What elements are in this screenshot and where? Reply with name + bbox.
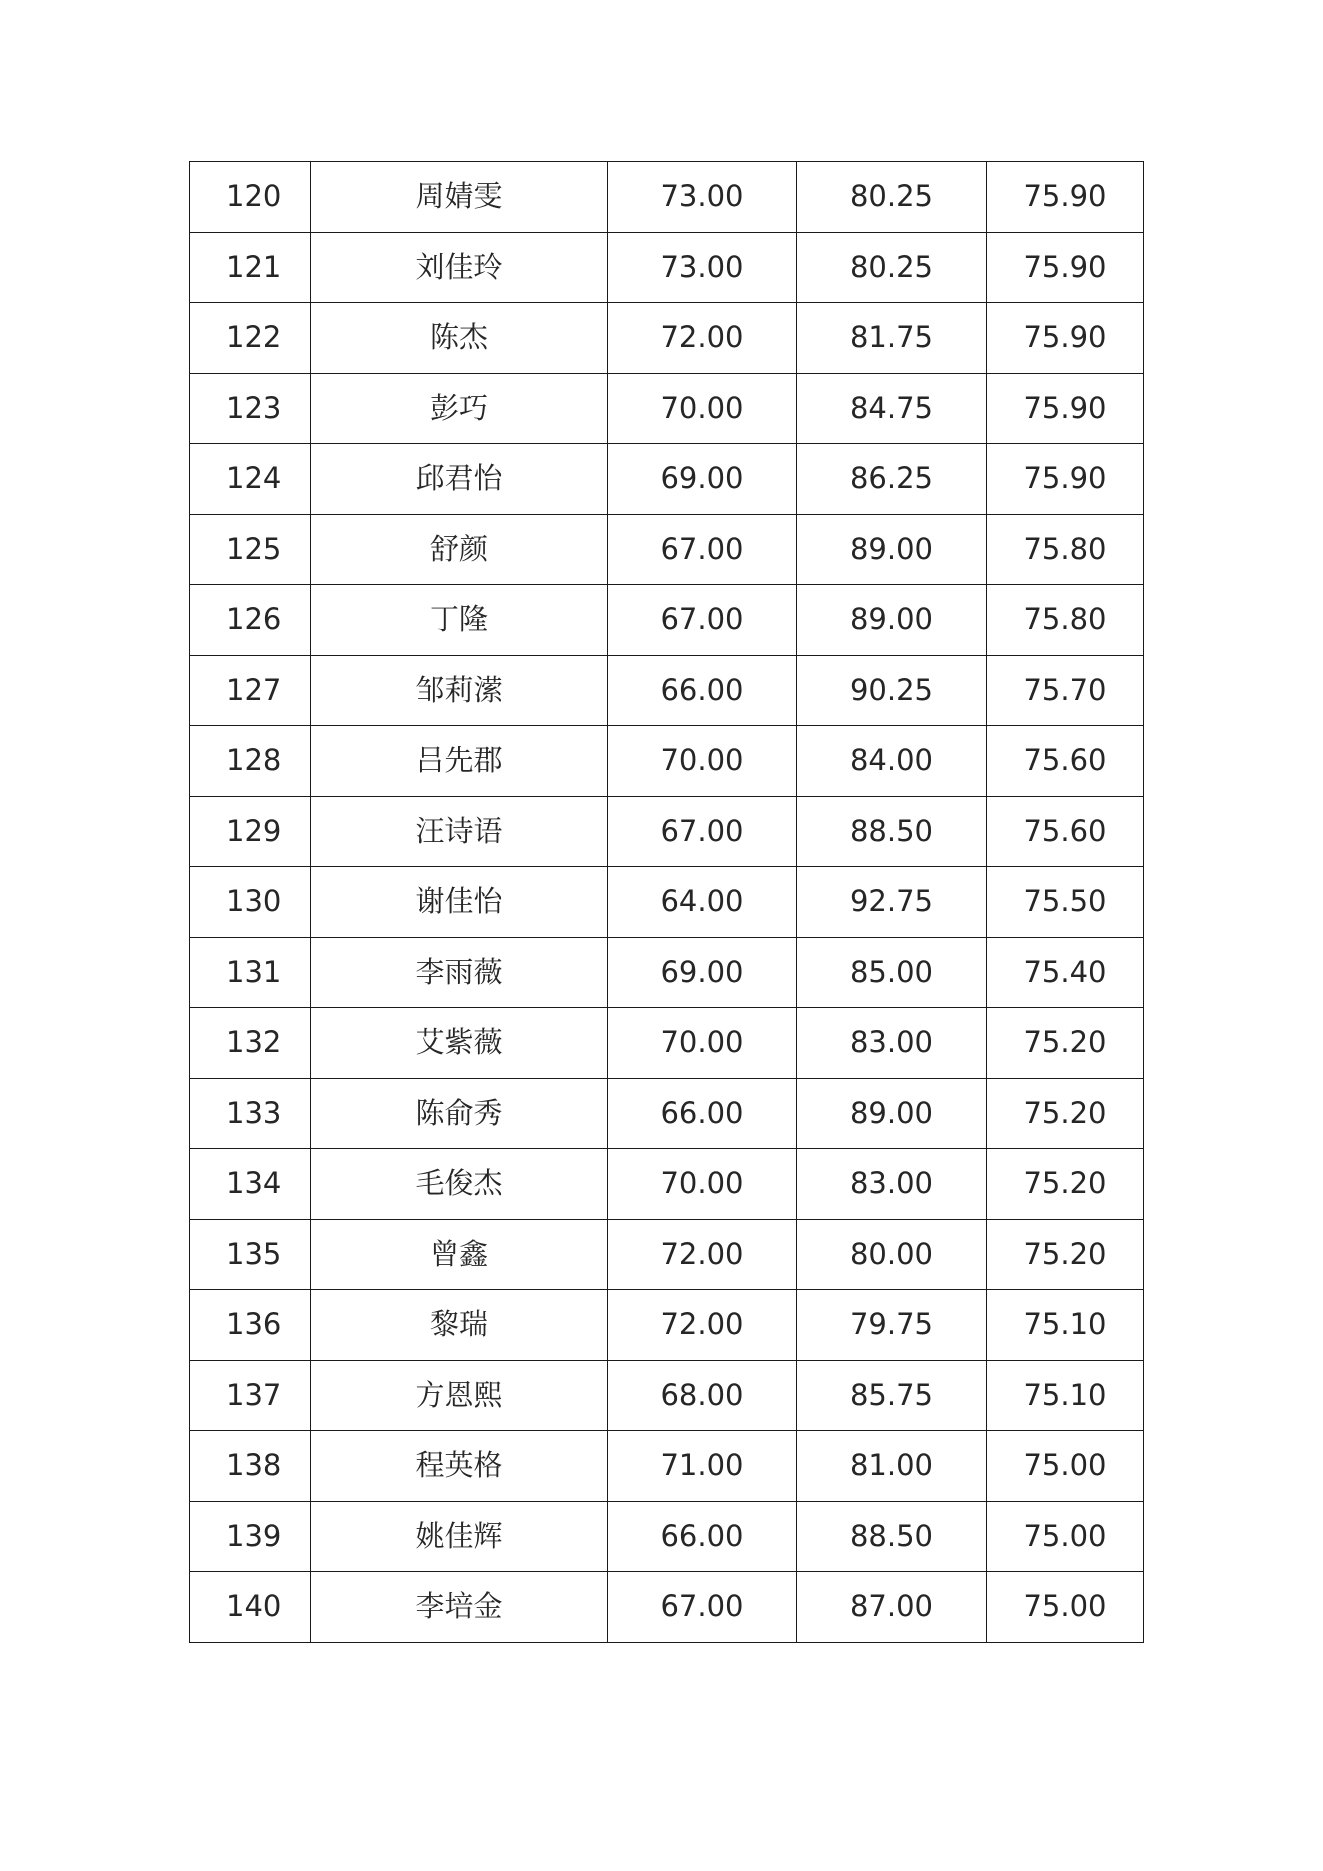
table-row (190, 1501, 1144, 1572)
score-1-cell: 64.00 (608, 867, 797, 938)
total-score-cell: 75.60 (987, 796, 1144, 867)
row-number-cell: 135 (190, 1219, 311, 1290)
score-table-body (190, 162, 1144, 1643)
row-number-cell: 133 (190, 1078, 311, 1149)
score-2-cell: 88.50 (797, 796, 987, 867)
score-2-cell: 84.75 (797, 373, 987, 444)
row-number-cell: 120 (190, 162, 311, 233)
table-row (190, 1078, 1144, 1149)
score-1-cell: 70.00 (608, 1008, 797, 1079)
score-1-cell: 67.00 (608, 585, 797, 656)
table-row (190, 1008, 1144, 1079)
row-number-cell: 126 (190, 585, 311, 656)
score-1-cell: 67.00 (608, 1572, 797, 1643)
score-2-cell: 90.25 (797, 655, 987, 726)
row-number-cell: 138 (190, 1431, 311, 1502)
total-score-cell: 75.80 (987, 514, 1144, 585)
table-row (190, 655, 1144, 726)
table-row (190, 585, 1144, 656)
candidate-name-cell: 谢佳怡 (311, 867, 608, 938)
score-2-cell: 80.25 (797, 232, 987, 303)
total-score-cell: 75.90 (987, 232, 1144, 303)
score-1-cell: 66.00 (608, 1501, 797, 1572)
score-1-cell: 69.00 (608, 937, 797, 1008)
score-1-cell: 66.00 (608, 655, 797, 726)
score-2-cell: 85.00 (797, 937, 987, 1008)
candidate-name-cell: 汪诗语 (311, 796, 608, 867)
table-row (190, 867, 1144, 938)
score-2-cell: 88.50 (797, 1501, 987, 1572)
score-2-cell: 85.75 (797, 1360, 987, 1431)
row-number-cell: 129 (190, 796, 311, 867)
score-2-cell: 83.00 (797, 1149, 987, 1220)
row-number-cell: 131 (190, 937, 311, 1008)
table-row (190, 937, 1144, 1008)
table-row (190, 1360, 1144, 1431)
candidate-name-cell: 程英格 (311, 1431, 608, 1502)
row-number-cell: 132 (190, 1008, 311, 1079)
table-row (190, 162, 1144, 233)
row-number-cell: 127 (190, 655, 311, 726)
score-2-cell: 80.25 (797, 162, 987, 233)
candidate-name-cell: 邱君怡 (311, 444, 608, 515)
row-number-cell: 123 (190, 373, 311, 444)
score-1-cell: 72.00 (608, 1290, 797, 1361)
table-row (190, 1290, 1144, 1361)
score-2-cell: 87.00 (797, 1572, 987, 1643)
total-score-cell: 75.20 (987, 1219, 1144, 1290)
total-score-cell: 75.70 (987, 655, 1144, 726)
total-score-cell: 75.90 (987, 162, 1144, 233)
row-number-cell: 125 (190, 514, 311, 585)
candidate-name-cell: 邹莉潆 (311, 655, 608, 726)
total-score-cell: 75.90 (987, 444, 1144, 515)
score-2-cell: 84.00 (797, 726, 987, 797)
score-1-cell: 70.00 (608, 1149, 797, 1220)
total-score-cell: 75.80 (987, 585, 1144, 656)
total-score-cell: 75.50 (987, 867, 1144, 938)
score-2-cell: 89.00 (797, 514, 987, 585)
candidate-name-cell: 舒颜 (311, 514, 608, 585)
score-2-cell: 86.25 (797, 444, 987, 515)
score-1-cell: 68.00 (608, 1360, 797, 1431)
row-number-cell: 137 (190, 1360, 311, 1431)
score-2-cell: 80.00 (797, 1219, 987, 1290)
score-1-cell: 67.00 (608, 796, 797, 867)
table-row (190, 796, 1144, 867)
score-1-cell: 70.00 (608, 726, 797, 797)
total-score-cell: 75.20 (987, 1149, 1144, 1220)
row-number-cell: 124 (190, 444, 311, 515)
total-score-cell: 75.40 (987, 937, 1144, 1008)
total-score-cell: 75.20 (987, 1078, 1144, 1149)
candidate-name-cell: 陈俞秀 (311, 1078, 608, 1149)
total-score-cell: 75.10 (987, 1360, 1144, 1431)
table-row (190, 1219, 1144, 1290)
candidate-name-cell: 曾鑫 (311, 1219, 608, 1290)
score-1-cell: 73.00 (608, 232, 797, 303)
table-row (190, 1431, 1144, 1502)
table-row (190, 303, 1144, 374)
candidate-name-cell: 毛俊杰 (311, 1149, 608, 1220)
score-1-cell: 72.00 (608, 1219, 797, 1290)
total-score-cell: 75.00 (987, 1501, 1144, 1572)
table-row (190, 726, 1144, 797)
row-number-cell: 130 (190, 867, 311, 938)
row-number-cell: 139 (190, 1501, 311, 1572)
score-1-cell: 72.00 (608, 303, 797, 374)
total-score-cell: 75.00 (987, 1572, 1144, 1643)
table-row (190, 373, 1144, 444)
score-1-cell: 73.00 (608, 162, 797, 233)
row-number-cell: 134 (190, 1149, 311, 1220)
score-1-cell: 71.00 (608, 1431, 797, 1502)
score-2-cell: 89.00 (797, 585, 987, 656)
score-2-cell: 89.00 (797, 1078, 987, 1149)
row-number-cell: 121 (190, 232, 311, 303)
score-2-cell: 81.00 (797, 1431, 987, 1502)
score-1-cell: 69.00 (608, 444, 797, 515)
total-score-cell: 75.00 (987, 1431, 1144, 1502)
row-number-cell: 136 (190, 1290, 311, 1361)
candidate-name-cell: 刘佳玲 (311, 232, 608, 303)
score-2-cell: 79.75 (797, 1290, 987, 1361)
candidate-name-cell: 丁隆 (311, 585, 608, 656)
table-row (190, 1149, 1144, 1220)
candidate-name-cell: 姚佳辉 (311, 1501, 608, 1572)
score-2-cell: 83.00 (797, 1008, 987, 1079)
row-number-cell: 122 (190, 303, 311, 374)
candidate-name-cell: 李雨薇 (311, 937, 608, 1008)
table-row (190, 514, 1144, 585)
candidate-name-cell: 黎瑞 (311, 1290, 608, 1361)
total-score-cell: 75.60 (987, 726, 1144, 797)
candidate-name-cell: 彭巧 (311, 373, 608, 444)
score-table (189, 161, 1144, 1643)
total-score-cell: 75.90 (987, 373, 1144, 444)
score-2-cell: 81.75 (797, 303, 987, 374)
candidate-name-cell: 艾紫薇 (311, 1008, 608, 1079)
score-1-cell: 67.00 (608, 514, 797, 585)
row-number-cell: 128 (190, 726, 311, 797)
score-1-cell: 70.00 (608, 373, 797, 444)
total-score-cell: 75.10 (987, 1290, 1144, 1361)
score-1-cell: 66.00 (608, 1078, 797, 1149)
candidate-name-cell: 陈杰 (311, 303, 608, 374)
table-row (190, 444, 1144, 515)
total-score-cell: 75.90 (987, 303, 1144, 374)
candidate-name-cell: 方恩熙 (311, 1360, 608, 1431)
candidate-name-cell: 李培金 (311, 1572, 608, 1643)
candidate-name-cell: 吕先郡 (311, 726, 608, 797)
table-row (190, 1572, 1144, 1643)
row-number-cell: 140 (190, 1572, 311, 1643)
candidate-name-cell: 周婧雯 (311, 162, 608, 233)
table-row (190, 232, 1144, 303)
score-2-cell: 92.75 (797, 867, 987, 938)
total-score-cell: 75.20 (987, 1008, 1144, 1079)
